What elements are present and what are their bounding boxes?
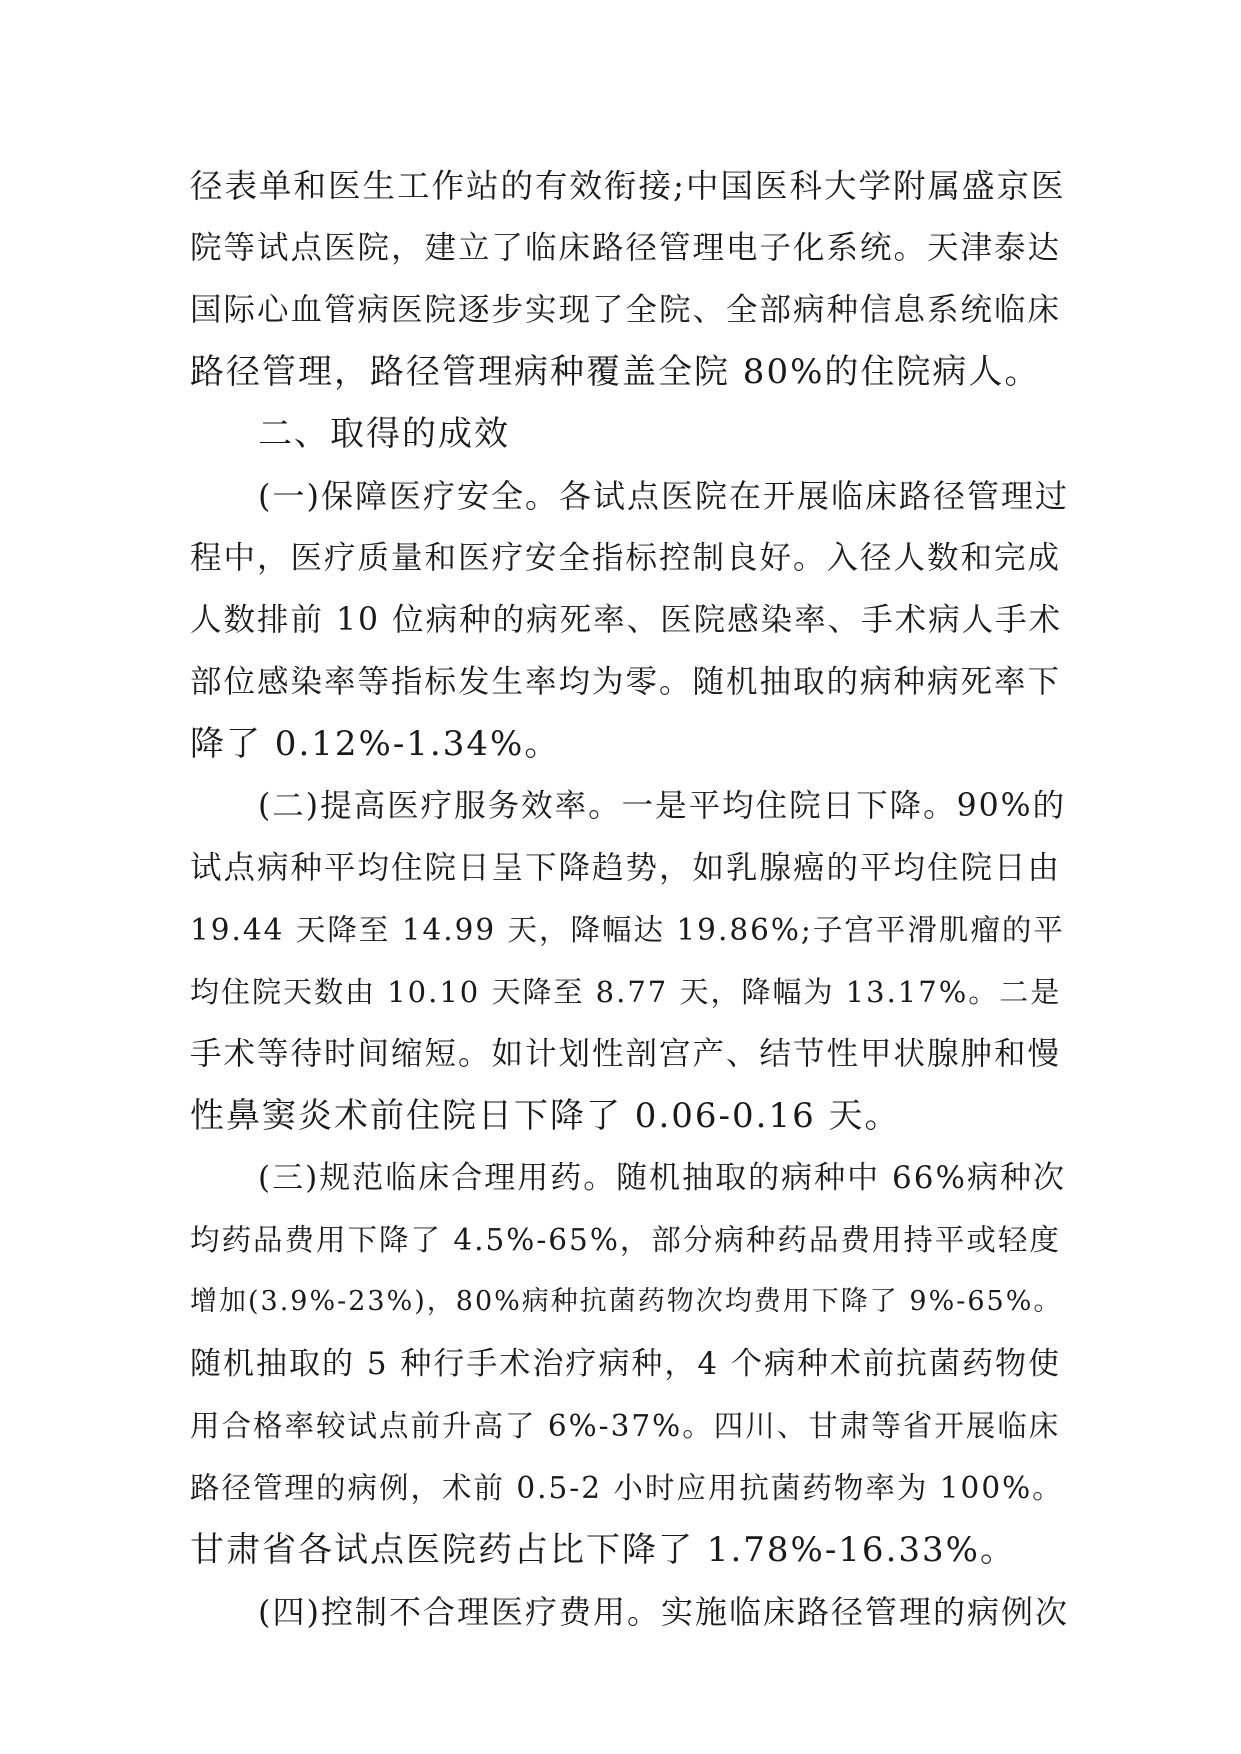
text-line: 19.44 天降至 14.99 天，降幅达 19.86%;子宫平滑肌瘤的平 [190, 913, 1065, 947]
text-line: 二、取得的成效 [258, 414, 510, 454]
body-text [190, 155, 1070, 1643]
text-line: 性鼻窦炎术前住院日下降了 0.06-0.16 天。 [190, 1096, 901, 1136]
text-line: (三)规范临床合理用药。随机抽取的病种中 66%病种次 [258, 1160, 1066, 1196]
text-line: (一)保障医疗安全。各试点医院在开展临床路径管理过 [258, 477, 1069, 515]
text-line: 人数排前 10 位病种的病死率、医院感染率、手术病人手术 [190, 602, 1063, 638]
text-line: 院等试点医院，建立了临床路径管理电子化系统。天津泰达 [190, 230, 1062, 266]
text-line: 手术等待时间缩短。如计划性剖宫产、结节性甲状腺肿和慢 [190, 1036, 1062, 1072]
text-line: 随机抽取的 5 种行手术治疗病种，4 个病种术前抗菌药物使 [190, 1346, 1062, 1382]
text-line: 路径管理的病例，术前 0.5-2 小时应用抗菌药物率为 100%。 [190, 1471, 1064, 1505]
text-line: (四)控制不合理医疗费用。实施临床路径管理的病例次 [258, 1593, 1069, 1631]
text-line: 试点病种平均住院日呈下降趋势，如乳腺癌的平均住院日由 [190, 850, 1062, 886]
text-line: 均药品费用下降了 4.5%-65%，部分病种药品费用持平或轻度 [190, 1223, 1061, 1257]
text-line: 国际心血管病医院逐步实现了全院、全部病种信息系统临床 [190, 292, 1062, 328]
text-line: 部位感染率等指标发生率均为零。随机抽取的病种病死率下 [190, 664, 1062, 700]
text-line: 径表单和医生工作站的有效衔接;中国医科大学附属盛京医 [190, 167, 1066, 205]
text-line: 路径管理，路径管理病种覆盖全院 80%的住院病人。 [190, 352, 1041, 392]
text-line: 降了 0.12%-1.34%。 [190, 724, 561, 764]
text-line: 用合格率较试点前升高了 6%-37%。四川、甘肃等省开展临床 [190, 1409, 1061, 1443]
text-line: (二)提高医疗服务效率。一是平均住院日下降。90%的 [258, 788, 1067, 824]
text-line: 甘肃省各试点医院药占比下降了 1.78%-16.33%。 [190, 1530, 1016, 1570]
text-line: 增加(3.9%-23%)，80%病种抗菌药物次均费用下降了 9%-65%。 [190, 1286, 1063, 1317]
text-line: 程中，医疗质量和医疗安全指标控制良好。入径人数和完成 [190, 540, 1062, 576]
text-line: 均住院天数由 10.10 天降至 8.77 天，降幅为 13.17%。二是 [190, 975, 1062, 1009]
